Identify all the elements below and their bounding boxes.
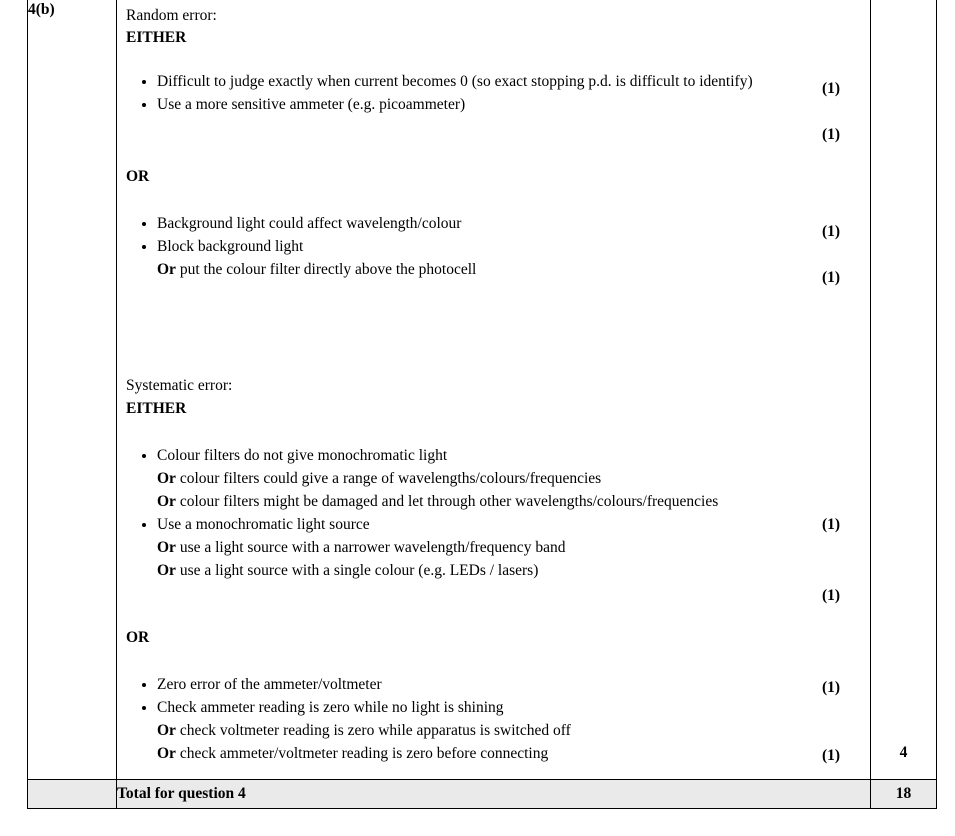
alternative-text: check ammeter/voltmeter reading is zero before connecting: [175, 745, 549, 762]
bullet-text: Use a more sensitive ammeter (e.g. picoammeter): [157, 96, 466, 113]
list-item: [157, 93, 786, 116]
mark-point-5: (1): [821, 516, 841, 533]
list-item: [157, 212, 786, 235]
alternative-line: [157, 742, 826, 765]
mark-point-8: (1): [821, 747, 841, 764]
or-prefix: Or: [157, 539, 176, 556]
bullet-text: Block background light: [157, 238, 304, 255]
alternative-line: [157, 490, 826, 513]
total-row: [28, 780, 937, 809]
alternative-line: [157, 258, 786, 281]
mark-point-4: (1): [821, 269, 841, 286]
either-heading-1: EITHER: [126, 29, 187, 46]
list-item: [157, 673, 826, 696]
bullet-text: Colour filters do not give monochromatic light: [157, 447, 448, 464]
list-item: [157, 513, 826, 582]
marks-cell: [871, 0, 937, 780]
alternative-line: [157, 719, 826, 742]
alternative-text: use a light source with a single colour (e.g. LEDs / lasers): [175, 562, 539, 579]
or-prefix: Or: [157, 722, 176, 739]
total-row-blank-cell: [28, 780, 117, 809]
either-heading-2: EITHER: [126, 400, 187, 417]
bullet-text: Zero error of the ammeter/voltmeter: [157, 676, 382, 693]
alternative-text: use a light source with a narrower wavelength/frequency band: [175, 539, 566, 556]
random-error-bullets-group-b: [126, 212, 786, 281]
random-error-bullets-group-a: [126, 70, 786, 116]
list-item: [157, 696, 826, 765]
total-marks-value: 18: [871, 780, 937, 809]
question-number-cell: 4(b): [28, 0, 117, 780]
or-heading-1: OR: [126, 168, 150, 185]
alternative-line: [157, 536, 826, 559]
alternative-text: check voltmeter reading is zero while apparatus is switched off: [175, 722, 571, 739]
mark-point-7: (1): [821, 679, 841, 696]
list-item: [157, 235, 786, 281]
systematic-error-label: Systematic error:: [126, 377, 233, 394]
table-row: [28, 0, 937, 780]
total-label: Total for question 4: [117, 780, 871, 809]
systematic-error-bullets-group-d: [126, 673, 826, 765]
or-prefix: Or: [157, 745, 176, 762]
or-heading-2: OR: [126, 629, 150, 646]
list-item: [157, 70, 786, 93]
mark-point-2: (1): [821, 126, 841, 143]
answer-content: [117, 0, 870, 779]
or-prefix: Or: [157, 261, 176, 278]
alternative-line: [157, 467, 826, 490]
part-total-marks: 4: [899, 744, 908, 761]
bullet-text: Check ammeter reading is zero while no light is shining: [157, 699, 504, 716]
alternative-text: colour filters could give a range of wavelengths/colours/frequencies: [175, 470, 602, 487]
alternative-text: colour filters might be damaged and let through other wavelengths/colours/frequencies: [175, 493, 719, 510]
alternative-line: [157, 559, 826, 582]
mark-point-1: (1): [821, 80, 841, 97]
answer-cell: [117, 0, 871, 780]
bullet-text: Background light could affect wavelength/colour: [157, 215, 462, 232]
list-item: [157, 444, 826, 513]
mark-point-3: (1): [821, 223, 841, 240]
alternative-text: put the colour filter directly above the photocell: [175, 261, 477, 278]
or-prefix: Or: [157, 493, 176, 510]
or-prefix: Or: [157, 562, 176, 579]
systematic-error-bullets-group-c: [126, 444, 826, 582]
or-prefix: Or: [157, 470, 176, 487]
bullet-text: Difficult to judge exactly when current becomes 0 (so exact stopping p.d. is difficult to identify): [157, 73, 753, 90]
mark-point-6: (1): [821, 587, 841, 604]
bullet-text: Use a monochromatic light source: [157, 516, 370, 533]
mark-scheme-table: [27, 0, 937, 809]
random-error-label: Random error:: [126, 7, 217, 24]
